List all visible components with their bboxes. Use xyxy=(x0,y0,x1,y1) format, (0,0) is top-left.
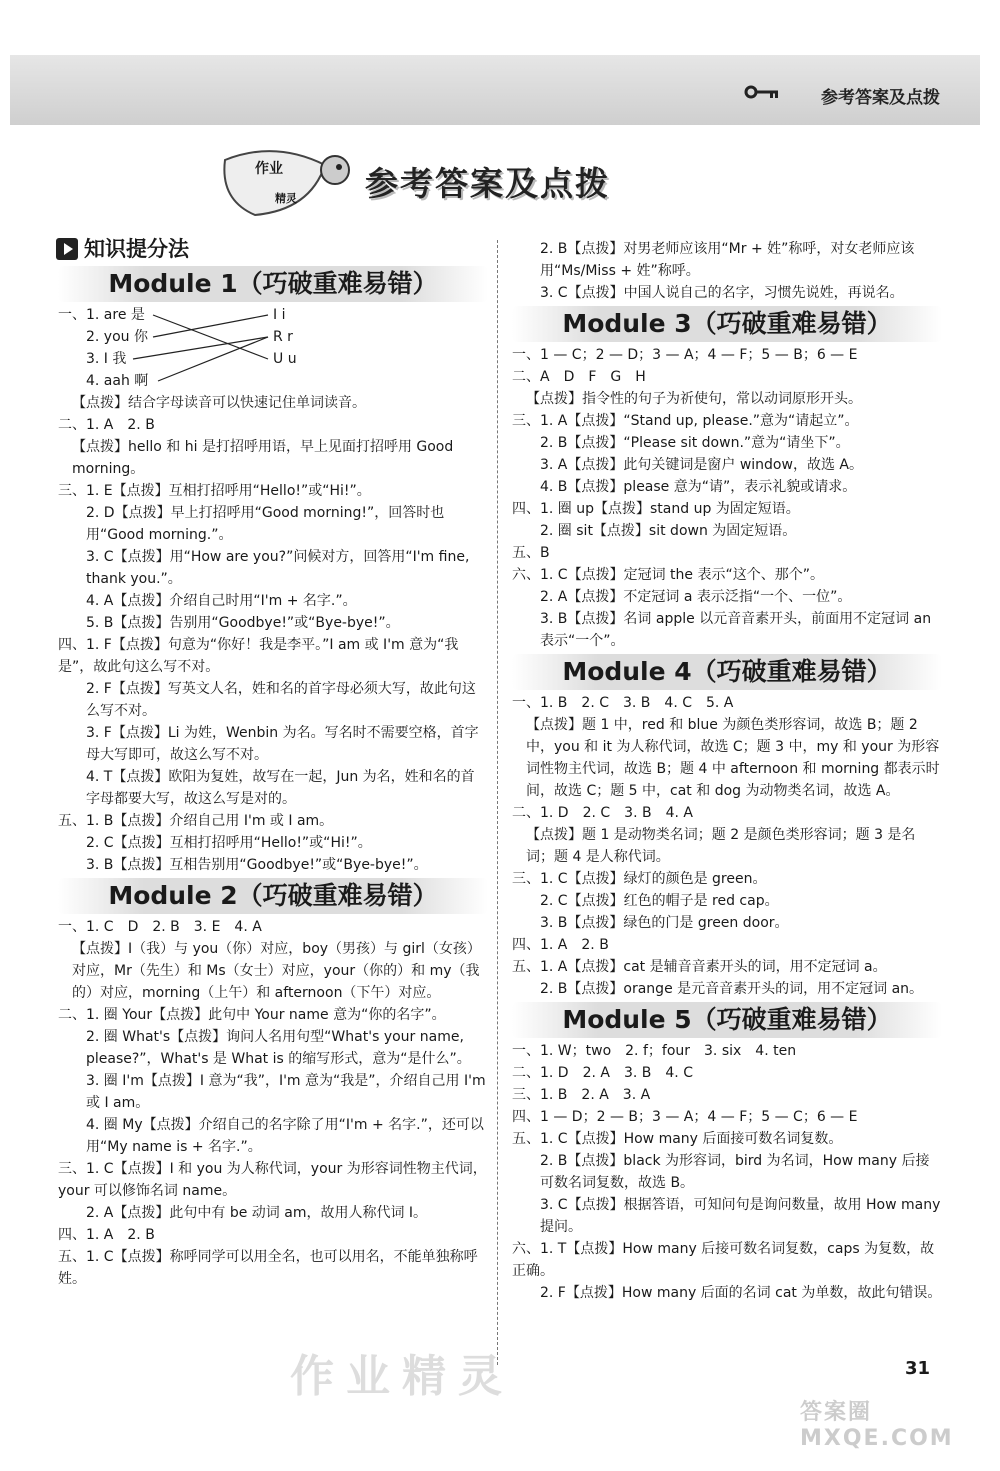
answer-line: 2. C【点拨】互相打招呼用“Hello!”或“Hi!”。 xyxy=(86,835,372,851)
answer-line: 二、1. 圈 Your【点拨】此句中 Your name 意为“你的名字”。 xyxy=(58,1007,446,1023)
module-5-heading: Module 5（巧破重难易错） xyxy=(512,1002,942,1038)
module-1-heading: Module 1（巧破重难易错） xyxy=(58,266,488,302)
answer-line: 一、1. C D 2. B 3. E 4. A xyxy=(58,919,262,935)
answer-line: 3. 圈 I'm【点拨】I 意为“我”，I'm 意为“我是”，介绍自己用 I'm 或 I am。 xyxy=(86,1073,491,1111)
section-heading: 知识提分法 xyxy=(56,238,488,260)
answer-line: 2. F【点拨】写英文人名，姓和名的首字母必须大写，故此句这么写不对。 xyxy=(86,681,476,719)
match-left-2: 2. you 你 xyxy=(86,329,148,345)
answer-line: 【点拨】指令性的句子为祈使句，常以动词原形开头。 xyxy=(526,391,862,407)
page-header-bar xyxy=(10,55,980,125)
match-right-3: U u xyxy=(273,351,297,367)
key-icon xyxy=(744,85,780,99)
answer-line: 三、1. B 2. A 3. A xyxy=(512,1087,651,1103)
answer-line: 2. F【点拨】How many 后面的名词 cat 为单数，故此句错误。 xyxy=(540,1285,942,1301)
answer-line: 3. C【点拨】根据答语，可知问句是询问数量，故用 How many 提问。 xyxy=(540,1197,945,1235)
match-right-1: I i xyxy=(273,307,286,323)
answer-line: 3. A【点拨】此句关键词是窗户 window，故选 A。 xyxy=(540,457,863,473)
answer-line: 4. T【点拨】欧阳为复姓，故写在一起，Jun 为名，姓和名的首字母都要大写，故这么写是对的。 xyxy=(86,769,475,807)
right-column xyxy=(512,238,945,1304)
answer-line: 2. 圈 What's【点拨】询问人名用句型“What's your name, please?”，What's 是 What is 的缩写形式，意为“是什么”。 xyxy=(86,1029,471,1067)
match-left-4: 4. aah 啊 xyxy=(86,373,149,389)
module-4-heading: Module 4（巧破重难易错） xyxy=(512,654,942,690)
answer-line: 六、1. T【点拨】How many 后接可数名词复数，caps 为复数，故正确。 xyxy=(512,1241,935,1279)
answer-line: 六、1. C【点拨】定冠词 the 表示“这个、那个”。 xyxy=(512,567,824,583)
answer-line: 2. A【点拨】此句中有 be 动词 am，故用人称代词 I。 xyxy=(86,1205,428,1221)
answer-line: 三、1. A【点拨】“Stand up, please.”意为“请起立”。 xyxy=(512,413,859,429)
answer-line: 2. B【点拨】black 为形容词，bird 为名词，How many 后接可数名词复数，故选 B。 xyxy=(540,1153,930,1191)
answer-line: 【点拨】hello 和 hi 是打招呼用语，早上见面打招呼用 Good morning。 xyxy=(72,439,458,477)
site-watermark: 答案圈 MXQE.COM xyxy=(800,1400,954,1451)
answer-line: 【点拨】题 1 中，red 和 blue 为颜色类形容词，故选 B；题 2 中，you 和 it 为人称代词，故选 C；题 3 中，my 和 your 为形容词性物主代词，故选 B；题 4 中 afternoon 和 morning 都表示时间，故选 C；题 5 中，cat 和 dog 为动物类名词，故选 A。 xyxy=(526,717,940,799)
answer-line: 二、1. A 2. B xyxy=(58,417,155,433)
answer-line: 四、1 — D；2 — B；3 — A；4 — F；5 — C；6 — E xyxy=(512,1109,858,1125)
answer-line: 4. B【点拨】please 意为“请”，表示礼貌或请求。 xyxy=(540,479,857,495)
answer-line: 2. B【点拨】对男老师应该用“Mr + 姓”称呼，对女老师应该用“Ms/Miss + 姓”称呼。 xyxy=(540,241,915,279)
page-title: 参考答案及点拨 xyxy=(365,164,610,203)
badge-top: 作业 xyxy=(255,161,283,177)
answer-line: 3. C【点拨】用“How are you?”问候对方，回答用“I'm fine, thank you.”。 xyxy=(86,549,474,587)
answer-line: 三、1. C【点拨】绿灯的颜色是 green。 xyxy=(512,871,767,887)
badge-bottom: 精灵 xyxy=(275,192,297,205)
title-banner xyxy=(215,140,665,220)
answer-line: 3. B【点拨】名词 apple 以元音音素开头，前面用不定冠词 an 表示“一个”。 xyxy=(540,611,936,649)
match-left-3: 3. I 我 xyxy=(86,351,127,367)
answer-line: 五、1. B【点拨】介绍自己用 I'm 或 I am。 xyxy=(58,813,334,829)
match-left-1: 一、1. are 是 xyxy=(58,307,145,323)
answer-line: 2. A【点拨】不定冠词 a 表示泛指“一个、一位”。 xyxy=(540,589,852,605)
answer-line: 一、1 — C；2 — D；3 — A；4 — F；5 — B；6 — E xyxy=(512,347,858,363)
answer-line: 四、1. A 2. B xyxy=(58,1227,155,1243)
answer-line: 2. B【点拨】“Please sit down.”意为“请坐下”。 xyxy=(540,435,850,451)
answer-line: 2. B【点拨】orange 是元音音素开头的词，用不定冠词 an。 xyxy=(540,981,924,997)
watermark: 作业精灵 xyxy=(290,1351,514,1402)
answer-line: 4. A【点拨】介绍自己时用“I'm + 名字.”。 xyxy=(86,593,357,609)
answer-line: 三、1. E【点拨】互相打招呼用“Hello!”或“Hi!”。 xyxy=(58,483,371,499)
header-label: 参考答案及点拨 xyxy=(821,88,940,108)
column-divider xyxy=(497,240,498,1365)
left-column xyxy=(58,237,491,1290)
answer-line: 3. B【点拨】绿色的门是 green door。 xyxy=(540,915,789,931)
answer-line: 五、1. C【点拨】称呼同学可以用全名，也可以用名，不能单独称呼姓。 xyxy=(58,1249,478,1287)
answer-line: 3. F【点拨】Li 为姓，Wenbin 为名。写名时不需要空格，首字母大写即可，故这么写不对。 xyxy=(86,725,479,763)
answer-line: 【点拨】结合字母读音可以快速记住单词读音。 xyxy=(72,395,366,411)
answer-line: 二、A D F G H xyxy=(512,369,646,385)
mascot-icon xyxy=(215,140,365,220)
answer-line: 二、1. D 2. C 3. B 4. A xyxy=(512,805,693,821)
answer-line: 4. 圈 My【点拨】介绍自己的名字除了用“I'm + 名字.”，还可以用“My name is + 名字.”。 xyxy=(86,1117,484,1155)
answer-line: 三、1. C【点拨】I 和 you 为人称代词，your 为形容词性物主代词，your 可以修饰名词 name。 xyxy=(58,1161,487,1199)
answer-line: 3. B【点拨】互相告别用“Goodbye!”或“Bye-bye!”。 xyxy=(86,857,428,873)
answer-line: 2. D【点拨】早上打招呼用“Good morning!”，回答时也用“Good morning.”。 xyxy=(86,505,445,543)
module-3-heading: Module 3（巧破重难易错） xyxy=(512,306,942,342)
answer-line: 五、B xyxy=(512,545,550,561)
answer-line: 五、1. C【点拨】How many 后面接可数名词复数。 xyxy=(512,1131,843,1147)
answer-line: 一、1. B 2. C 3. B 4. C 5. A xyxy=(512,695,734,711)
answer-line: 四、1. F【点拨】句意为“你好！我是李平。”I am 或 I'm 意为“我是”，故此句这么写不对。 xyxy=(58,637,459,675)
module-2-heading: Module 2（巧破重难易错） xyxy=(58,878,488,914)
answer-line: 四、1. A 2. B xyxy=(512,937,609,953)
answer-line: 2. C【点拨】红色的帽子是 red cap。 xyxy=(540,893,779,909)
answer-line: 2. 圈 sit【点拨】sit down 为固定短语。 xyxy=(540,523,797,539)
answer-line: 【点拨】I（我）与 you（你）对应，boy（男孩）与 girl（女孩）对应，Mr（先生）和 Ms（女士）对应，your（你的）和 my（我的）对应，morning（上午）和 afternoon（下午）对应。 xyxy=(72,941,481,1001)
answer-line: 3. C【点拨】中国人说自己的名字，习惯先说姓，再说名。 xyxy=(540,285,904,301)
play-icon xyxy=(56,238,78,260)
answer-line: 一、1. W；two 2. f；four 3. six 4. ten xyxy=(512,1043,797,1059)
answer-line: 5. B【点拨】告别用“Goodbye!”或“Bye-bye!”。 xyxy=(86,615,400,631)
letter-matching xyxy=(58,304,488,392)
answer-line: 二、1. D 2. A 3. B 4. C xyxy=(512,1065,693,1081)
answer-line: 五、1. A【点拨】cat 是辅音音素开头的词，用不定冠词 a。 xyxy=(512,959,887,975)
match-right-2: R r xyxy=(273,329,293,345)
answer-line: 【点拨】题 1 是动物类名词；题 2 是颜色类形容词；题 3 是名词；题 4 是人称代词。 xyxy=(526,827,916,865)
page-number: 31 xyxy=(905,1358,931,1379)
answer-line: 四、1. 圈 up【点拨】stand up 为固定短语。 xyxy=(512,501,800,517)
